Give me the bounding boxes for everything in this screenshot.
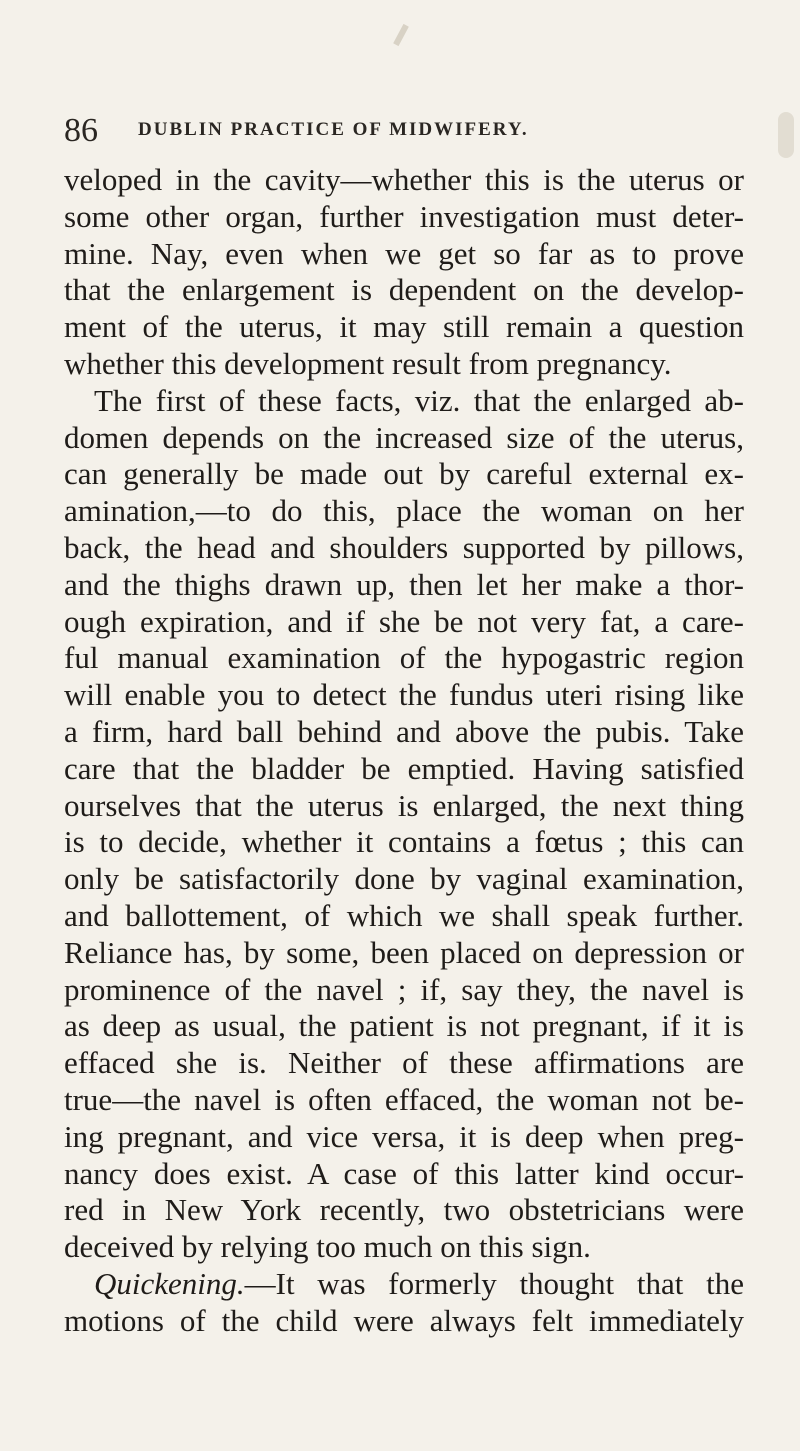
scan-artifact <box>393 24 409 46</box>
text-line: that the enlargement is dependent on the develop- <box>64 272 744 308</box>
quickening-paragraph-first-line <box>64 1266 744 1303</box>
running-head: DUBLIN PRACTICE OF MIDWIFERY. <box>138 119 529 140</box>
text-line: and ballottement, of which we shall speak further. <box>64 897 744 933</box>
text-line: prominence of the navel ; if, say they, the navel is <box>64 971 744 1007</box>
text-line: veloped in the cavity—whether this is the uterus or <box>64 162 744 197</box>
quickening-first-line-text: —It was formerly thought that the <box>244 1265 744 1301</box>
text-line: nancy does exist. A case of this latter kind occur- <box>64 1155 744 1191</box>
text-line: can generally be made out by careful external ex- <box>64 456 744 492</box>
text-line: mine. Nay, even when we get so far as to prove <box>64 235 744 271</box>
text-line: a firm, hard ball behind and above the pubis. Take <box>64 713 744 749</box>
text-line: ough expiration, and if she be not very fat, a care- <box>64 603 744 639</box>
text-line: ment of the uterus, it may still remain a question <box>64 309 744 345</box>
text-line: whether this development result from pregnancy. <box>64 345 672 381</box>
text-line: effaced she is. Neither of these affirmations are <box>64 1045 744 1081</box>
text-line: and the thighs drawn up, then let her make a thor- <box>64 566 744 602</box>
text-line: red in New York recently, two obstetricians were <box>64 1192 744 1228</box>
text-line: some other organ, further investigation must deter- <box>64 198 744 234</box>
text-line: is to decide, whether it contains a fœtus ; this can <box>64 824 744 860</box>
text-line: ing pregnant, and vice versa, it is deep when preg- <box>64 1118 744 1154</box>
page-number: 86 <box>64 112 98 149</box>
quickening-heading: Quickening. <box>94 1265 245 1301</box>
text-line: ful manual examination of the hypogastric region <box>64 640 744 676</box>
text-line: deceived by relying too much on this sign. <box>64 1229 591 1265</box>
text-line: ourselves that the uterus is enlarged, the next thing <box>64 787 744 823</box>
text-line: domen depends on the increased size of the uterus, <box>64 419 744 455</box>
text-line: back, the head and shoulders supported by pillows, <box>64 529 744 565</box>
text-line: will enable you to detect the fundus uteri rising like <box>64 677 744 713</box>
text-line: true—the navel is often effaced, the woman not be- <box>64 1081 744 1117</box>
text-line: as deep as usual, the patient is not pregnant, if it is <box>64 1008 744 1044</box>
text-line: care that the bladder be emptied. Having satisfied <box>64 750 744 786</box>
text-line: The first of these facts, viz. that the enlarged ab- <box>94 382 744 418</box>
text-line: motions of the child were always felt immediately <box>64 1302 744 1338</box>
text-line: only be satisfactorily done by vaginal examination, <box>64 861 744 897</box>
body-text <box>64 162 744 1340</box>
text-line: amination,—to do this, place the woman on her <box>64 493 744 529</box>
page-edge-mark <box>778 112 794 158</box>
text-line: Reliance has, by some, been placed on depression or <box>64 934 744 970</box>
